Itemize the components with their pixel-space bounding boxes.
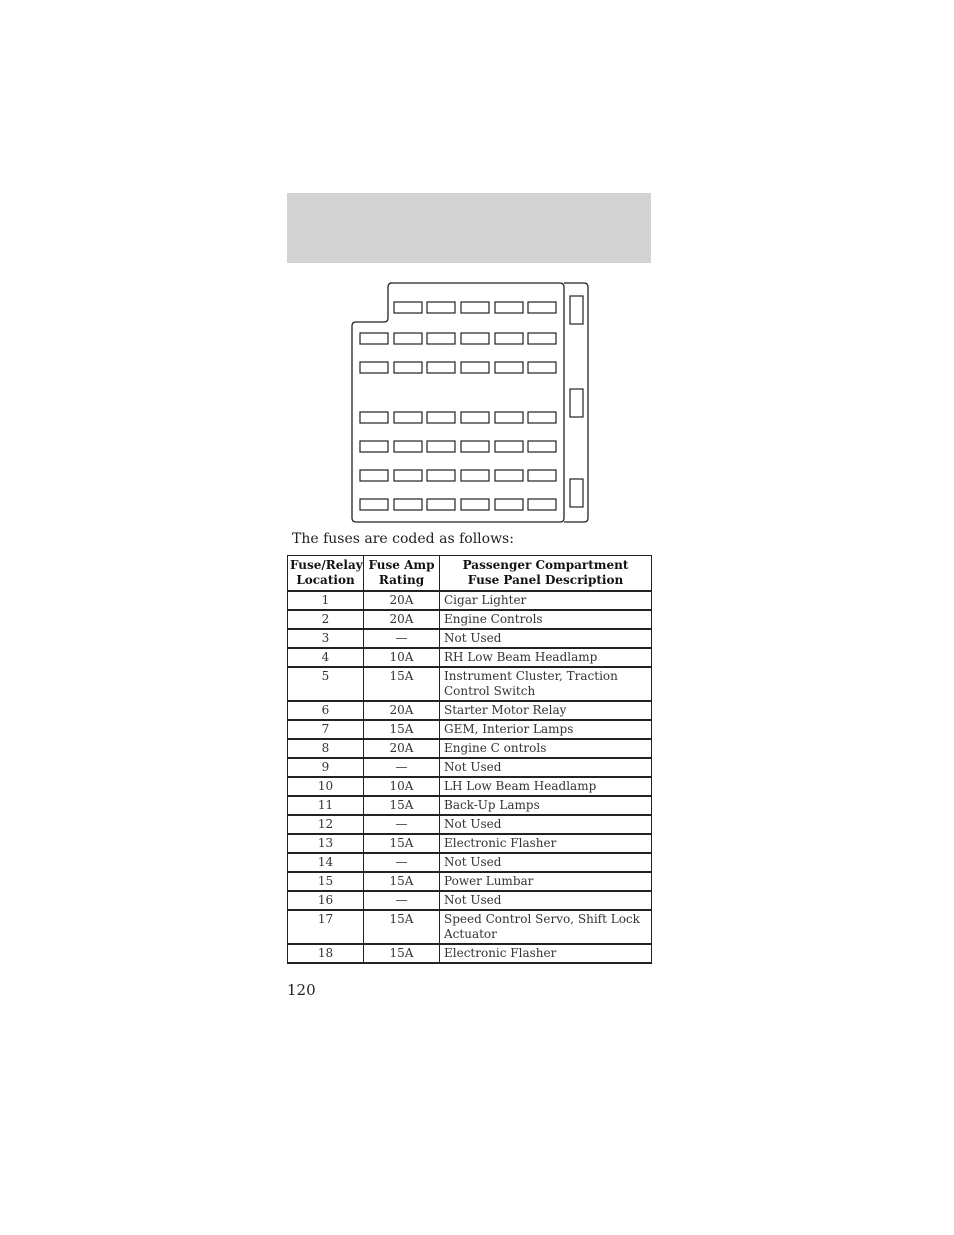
fuse-slot <box>528 362 556 373</box>
table-row <box>288 629 652 648</box>
fuse-slot <box>528 441 556 452</box>
cell-location: 18 <box>288 944 364 963</box>
fuse-slot <box>495 302 523 313</box>
fuse-slot <box>528 412 556 423</box>
header-rating: Fuse Amp Rating <box>364 556 440 592</box>
fuse-slot <box>427 470 455 481</box>
cell-rating: 20A <box>364 739 440 758</box>
table-row <box>288 872 652 891</box>
fuse-slot <box>461 333 489 344</box>
page-number: 120 <box>287 981 316 999</box>
table-row <box>288 591 652 610</box>
fuse-slot <box>461 302 489 313</box>
cell-rating: 15A <box>364 667 440 701</box>
cell-description: Not Used <box>440 891 652 910</box>
cell-description: Starter Motor Relay <box>440 701 652 720</box>
fuse-slot <box>495 499 523 510</box>
table-row <box>288 648 652 667</box>
cell-location: 5 <box>288 667 364 701</box>
cell-location: 13 <box>288 834 364 853</box>
cell-location: 14 <box>288 853 364 872</box>
relay-slot <box>570 479 583 507</box>
fuse-slot <box>394 470 422 481</box>
cell-description: Engine Controls <box>440 610 652 629</box>
cell-description: Cigar Lighter <box>440 591 652 610</box>
fuse-slot <box>528 333 556 344</box>
cell-rating: — <box>364 629 440 648</box>
cell-description: Engine C ontrols <box>440 739 652 758</box>
fuse-rows <box>288 591 652 963</box>
table-header-row <box>288 556 652 592</box>
cell-location: 8 <box>288 739 364 758</box>
fuse-slot <box>461 412 489 423</box>
cell-location: 6 <box>288 701 364 720</box>
cell-description: Back-Up Lamps <box>440 796 652 815</box>
fuse-slot <box>528 499 556 510</box>
fuse-slot <box>360 333 388 344</box>
cell-rating: — <box>364 815 440 834</box>
cell-description: Not Used <box>440 815 652 834</box>
table-row <box>288 944 652 963</box>
fuse-slot <box>427 441 455 452</box>
fuse-slot <box>427 302 455 313</box>
table-row <box>288 701 652 720</box>
cell-rating: 15A <box>364 720 440 739</box>
cell-rating: 10A <box>364 648 440 667</box>
cell-location: 16 <box>288 891 364 910</box>
table-row <box>288 834 652 853</box>
fuse-slot <box>360 412 388 423</box>
cell-location: 1 <box>288 591 364 610</box>
fuse-table <box>287 555 652 964</box>
fuse-slots <box>360 302 556 510</box>
cell-location: 2 <box>288 610 364 629</box>
cell-rating: — <box>364 853 440 872</box>
cell-location: 15 <box>288 872 364 891</box>
cell-location: 11 <box>288 796 364 815</box>
fuse-slot <box>394 441 422 452</box>
fuse-slot <box>360 362 388 373</box>
cell-description: LH Low Beam Headlamp <box>440 777 652 796</box>
relay-slot <box>570 296 583 324</box>
cell-rating: 20A <box>364 610 440 629</box>
cell-rating: 15A <box>364 834 440 853</box>
fuse-slot <box>394 499 422 510</box>
cell-location: 12 <box>288 815 364 834</box>
fuse-slot <box>394 333 422 344</box>
fuse-slot <box>394 302 422 313</box>
cell-rating: 10A <box>364 777 440 796</box>
cell-rating: 15A <box>364 910 440 944</box>
cell-description: Not Used <box>440 853 652 872</box>
cell-rating: 15A <box>364 944 440 963</box>
fuse-panel-diagram <box>350 282 590 524</box>
fuse-slot <box>495 412 523 423</box>
fuse-slot <box>495 333 523 344</box>
header-location: Fuse/Relay Location <box>288 556 364 592</box>
table-row <box>288 815 652 834</box>
cell-location: 17 <box>288 910 364 944</box>
table-row <box>288 796 652 815</box>
fuse-slot <box>360 441 388 452</box>
fuse-slot <box>360 499 388 510</box>
fuse-slot <box>427 499 455 510</box>
fuse-slot <box>495 362 523 373</box>
fuse-slot <box>360 470 388 481</box>
fuse-slot <box>528 470 556 481</box>
cell-description: Power Lumbar <box>440 872 652 891</box>
cell-description: Electronic Flasher <box>440 944 652 963</box>
cell-location: 10 <box>288 777 364 796</box>
cell-description: RH Low Beam Headlamp <box>440 648 652 667</box>
fuse-slot <box>495 441 523 452</box>
fuse-slot <box>427 362 455 373</box>
table-row <box>288 777 652 796</box>
fuse-slot <box>528 302 556 313</box>
cell-location: 3 <box>288 629 364 648</box>
cell-description: Electronic Flasher <box>440 834 652 853</box>
cell-description: Not Used <box>440 629 652 648</box>
relay-slot <box>570 389 583 417</box>
table-row <box>288 720 652 739</box>
cell-description: Instrument Cluster, Traction Control Switch <box>440 667 652 701</box>
fuse-slot <box>427 412 455 423</box>
fuse-panel-side-strip <box>564 283 588 522</box>
cell-rating: — <box>364 891 440 910</box>
table-row <box>288 891 652 910</box>
table-row <box>288 739 652 758</box>
header-band <box>287 193 651 263</box>
cell-rating: — <box>364 758 440 777</box>
fuse-slot <box>394 412 422 423</box>
cell-rating: 15A <box>364 872 440 891</box>
table-row <box>288 667 652 701</box>
cell-description: GEM, Interior Lamps <box>440 720 652 739</box>
cell-rating: 15A <box>364 796 440 815</box>
intro-text: The fuses are coded as follows: <box>292 531 514 547</box>
cell-location: 9 <box>288 758 364 777</box>
fuse-slot <box>427 333 455 344</box>
header-description: Passenger Compartment Fuse Panel Description <box>440 556 652 592</box>
cell-description: Speed Control Servo, Shift Lock Actuator <box>440 910 652 944</box>
table-row <box>288 758 652 777</box>
cell-rating: 20A <box>364 591 440 610</box>
cell-location: 4 <box>288 648 364 667</box>
fuse-panel-outline <box>352 283 564 522</box>
fuse-slot <box>394 362 422 373</box>
fuse-slot <box>461 441 489 452</box>
fuse-slot <box>461 499 489 510</box>
table-row <box>288 610 652 629</box>
cell-rating: 20A <box>364 701 440 720</box>
table-row <box>288 853 652 872</box>
table-row <box>288 910 652 944</box>
fuse-slot <box>461 470 489 481</box>
cell-location: 7 <box>288 720 364 739</box>
cell-description: Not Used <box>440 758 652 777</box>
fuse-slot <box>495 470 523 481</box>
fuse-slot <box>461 362 489 373</box>
